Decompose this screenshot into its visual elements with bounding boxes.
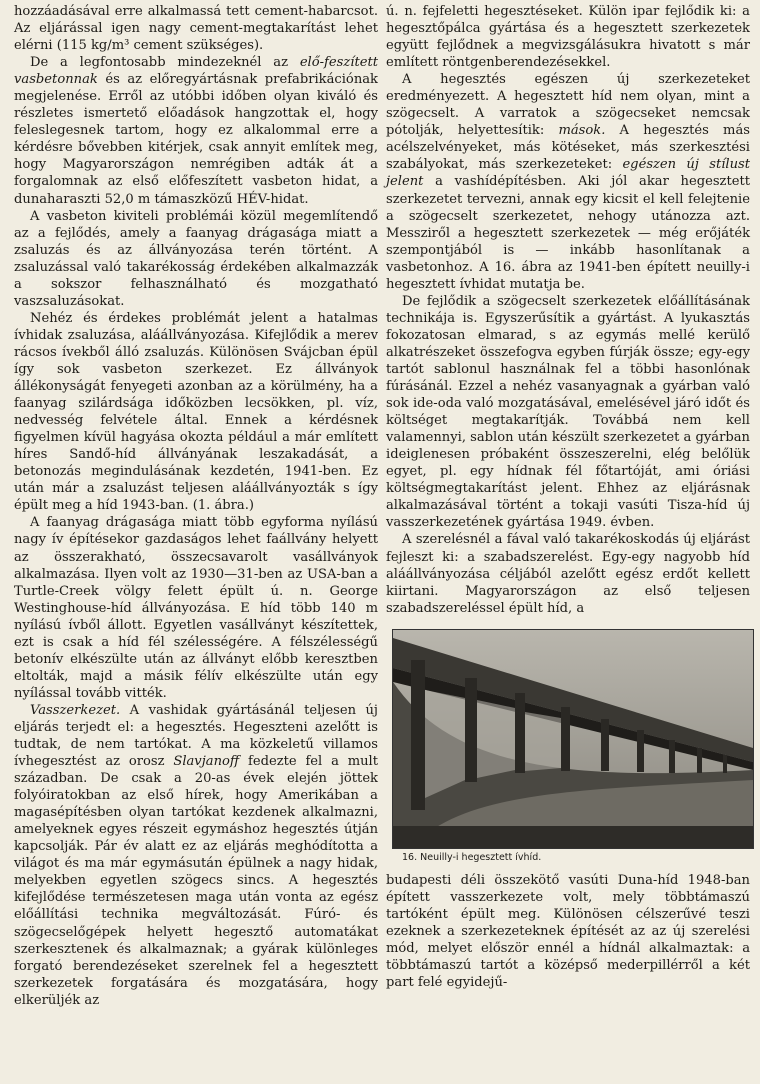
right-column-bottom [386, 872, 750, 991]
arch-bridge-illustration [393, 630, 753, 848]
text-run: De a legfontosabb mindezeknél az [30, 55, 300, 71]
italic-text: Slavjanoff [173, 754, 240, 770]
bridge-photo [392, 629, 754, 849]
right-column [386, 3, 750, 991]
figure-caption: 16. Neuilly-i hegesztett ívhíd. [402, 851, 542, 863]
paragraph [14, 3, 378, 54]
text-run: A hegesztés más acélszelvényeket, más kötéseket, más szerkesztési szabályokat, más szerkezeteket: [386, 123, 750, 173]
left-column [14, 3, 378, 1009]
paragraph [14, 310, 378, 515]
text-run: De fejlődik a szögecselt szerkezetek előállításának technikája is. Egyszerűsítik a gyártást. A lyukasztás fokozatosan elmarad, s az egymás mellé kerülő alkatrészeket összefogva egyben fúrják össze; egy-egy tartót sablonul használnak fel a többi hasonlónak fúrásánál. Ezzel a nehéz vasanyagnak a gyárban való sok ide-oda való mozgatásával, emelésével járó időt és költséget megtakarítják. Továbbá nem kell valamennyi, sablon után készült szerkezetet a gyárban ideiglenesen próbaként összeszerelni, elég belőlük egyet, pl. egy hídnak fél főtartóját, ami óriási költségmegtakarítást jelent. Ehhez az eljárásnak alkalmazásával történt a tokaji vasúti Tisza-híd új vasszerkezetének gyártása 1949. évben. [386, 293, 750, 531]
italic-text: egészen új stílust jelent [386, 157, 750, 190]
text-run: A faanyag drágasága miatt több egyforma nyílású nagy ív építésekor gazdaságos lehet faállvány helyett az összerakható, összecsavarolt vasállványok alkalmazása. Ilyen volt az 1930—31-ben az USA-ban a Turtle-Creek völgy felett épült ú. n. George Westinghouse-híd állványozása. E híd több 140 m nyílású ívből állott. Egyetlen vasállványt készítettek, ezt is csak a híd fél szélességére. A félszélességű betonív elkészülte után az állványt előbb keresztben eltolták, majd a másik félív elkészülte után egy nyílással tovább vitték. [14, 515, 378, 701]
text-run: A hegesztés egészen új szerkezeteket eredményezett. A hegesztett híd nem olyan, mint a szögecselt. A varratok a szögecseket nemcsak pótolják, helyettesítik: [386, 72, 750, 139]
text-run: fedezte fel a mult században. De csak a 20-as évek elején jöttek folyóiratokban az első hírek, hogy Amerikában a magasépítésben olyan tartókat kezdenek alkalmazni, amelyeknek egyes részeit egymáshoz hegesztés útján kapcsolják. Pár év alatt ez az eljárás meghódította a világot és ma már egymásután épülnek a nagy hidak, melyekben egyetlen szögecs sincs. A hegesztés kifejlődése természetesen maga után vonta az egész előállítási technika megváltozását. Fúró- és szögecselőgépek helyett hegesztő automatákat szerkesztenek és alkalmaznak; a gyárak különleges forgató berendezéseket szerelnek fel a hegesztett szerkezetek forgatására és mozgatására, hogy elkerüljék az [14, 754, 379, 1008]
paragraph [14, 514, 378, 702]
text-run: Nehéz és érdekes problémát jelent a hatalmas ívhidak zsaluzása, aláállványozása. Kifejlődik a merev rácsos ívekből álló zsaluzás. Különösen Svájcban épül így sok vasbeton szerkezet. Ez állványok állékonyságát fenyegeti azonban az a körülmény, ha a faanyag szilárdsága időközben lecsökken, pl. víz, nedvesség felvétele által. Ennek a kérdésnek figyelmen kívül hagyása okozta például a már említett híres Sandő-híd állványának leszakadását, a betonozás megindulásának kezdetén, 1941-ben. Ez után már a zsaluzást teljesen aláállványozták s így épült meg a híd 1943-ban. (1. ábra.) [14, 310, 378, 514]
paragraph [386, 872, 750, 991]
text-run: a vashídépítésben. Aki jól akar hegesztett szerkezetet tervezni, annak egy kicsit el kell felejtenie a szögecselt szerkezetet, nehogy utánozza azt. Messziről a hegesztett szerkezetek — még erőjáték szempontjából is — inkább hasonlítanak a vasbetonhoz. A 16. ábra az 1941-ben épített neuilly-i hegesztett ívhidat mutatja be. [386, 174, 750, 292]
text-run: hozzáadásával erre alkalmassá tett cement-habarcsot. Az eljárással igen nagy cement-megtakarítást lehet elérni (115 kg/m³ cement szükséges). [14, 4, 378, 54]
italic-text: mások. [558, 123, 606, 139]
paragraph [14, 54, 378, 207]
text-run: A szerelésnél a fával való takarékoskodás új eljárást fejleszt ki: a szabadszerelést. Egy-egy nagyobb híd aláállványozása céljából azelőtt egész erdőt kellett kiirtani. Magyarországon az első teljesen szabadszereléssel épült híd, a [386, 532, 750, 616]
italic-text: elő-feszített vasbetonnak [14, 55, 378, 88]
paragraph [14, 702, 378, 1009]
italic-text: Vasszerkezet. [30, 702, 121, 718]
paragraph [386, 293, 750, 532]
paragraph [386, 71, 750, 293]
paragraph [386, 3, 750, 71]
text-run: ú. n. fejfeletti hegesztéseket. Külön ipar fejlődik ki: a hegesztőpálca gyártása és a hegesztett szerkezetek együtt fejlődnek a megvizsgálásukra hivatott s már említett röntgenberendezésekkel. [386, 4, 750, 71]
text-run: budapesti déli összekötő vasúti Duna-híd 1948-ban épített vasszerkezete volt, mely többtámaszú tartóként épült meg. Különösen célszerűvé teszi ezeknek a szerkezeteknek építését az az új szerelési mód, melyet először ennél a hídnál alkalmaztak: a többtámaszú tartót a középső mederpillérről a két part felé egyidejű- [386, 872, 750, 991]
text-run: és az előregyártásnak prefabrikációnak megjelenése. Erről az utóbbi időben olyan kiváló és részletes ismertető előadások hangzottak el, hogy feleslegesnek tartom, hogy ez alkalommal erre a kérdésre bővebben kitérjek, csak annyit említek meg, hogy Magyarországon nemrégiben adták át a forgalomnak az első előfeszített vasbeton hidat, a dunaharaszti 52,0 m támaszközű HÉV-hidat. [14, 72, 378, 207]
text-run: A vashidak gyártásánál teljesen új eljárás terjedt el: a hegesztés. Hegeszteni azelőtt is tudtak, de nem tartókat. A ma közkeletű villamos ívhegesztést az orosz [14, 702, 378, 770]
paragraph [14, 208, 378, 310]
right-column-top [386, 3, 750, 617]
paragraph [386, 531, 750, 616]
text-run: A vasbeton kiviteli problémái közül megemlítendő az a fejlődés, amely a faanyag drágasága miatt a zsaluzás és az állványozása terén történt. A zsaluzással való takarékosság érdekében alkalmazzák a sokszor felhasználható és mozgatható vaszsaluzásokat. [14, 208, 378, 309]
